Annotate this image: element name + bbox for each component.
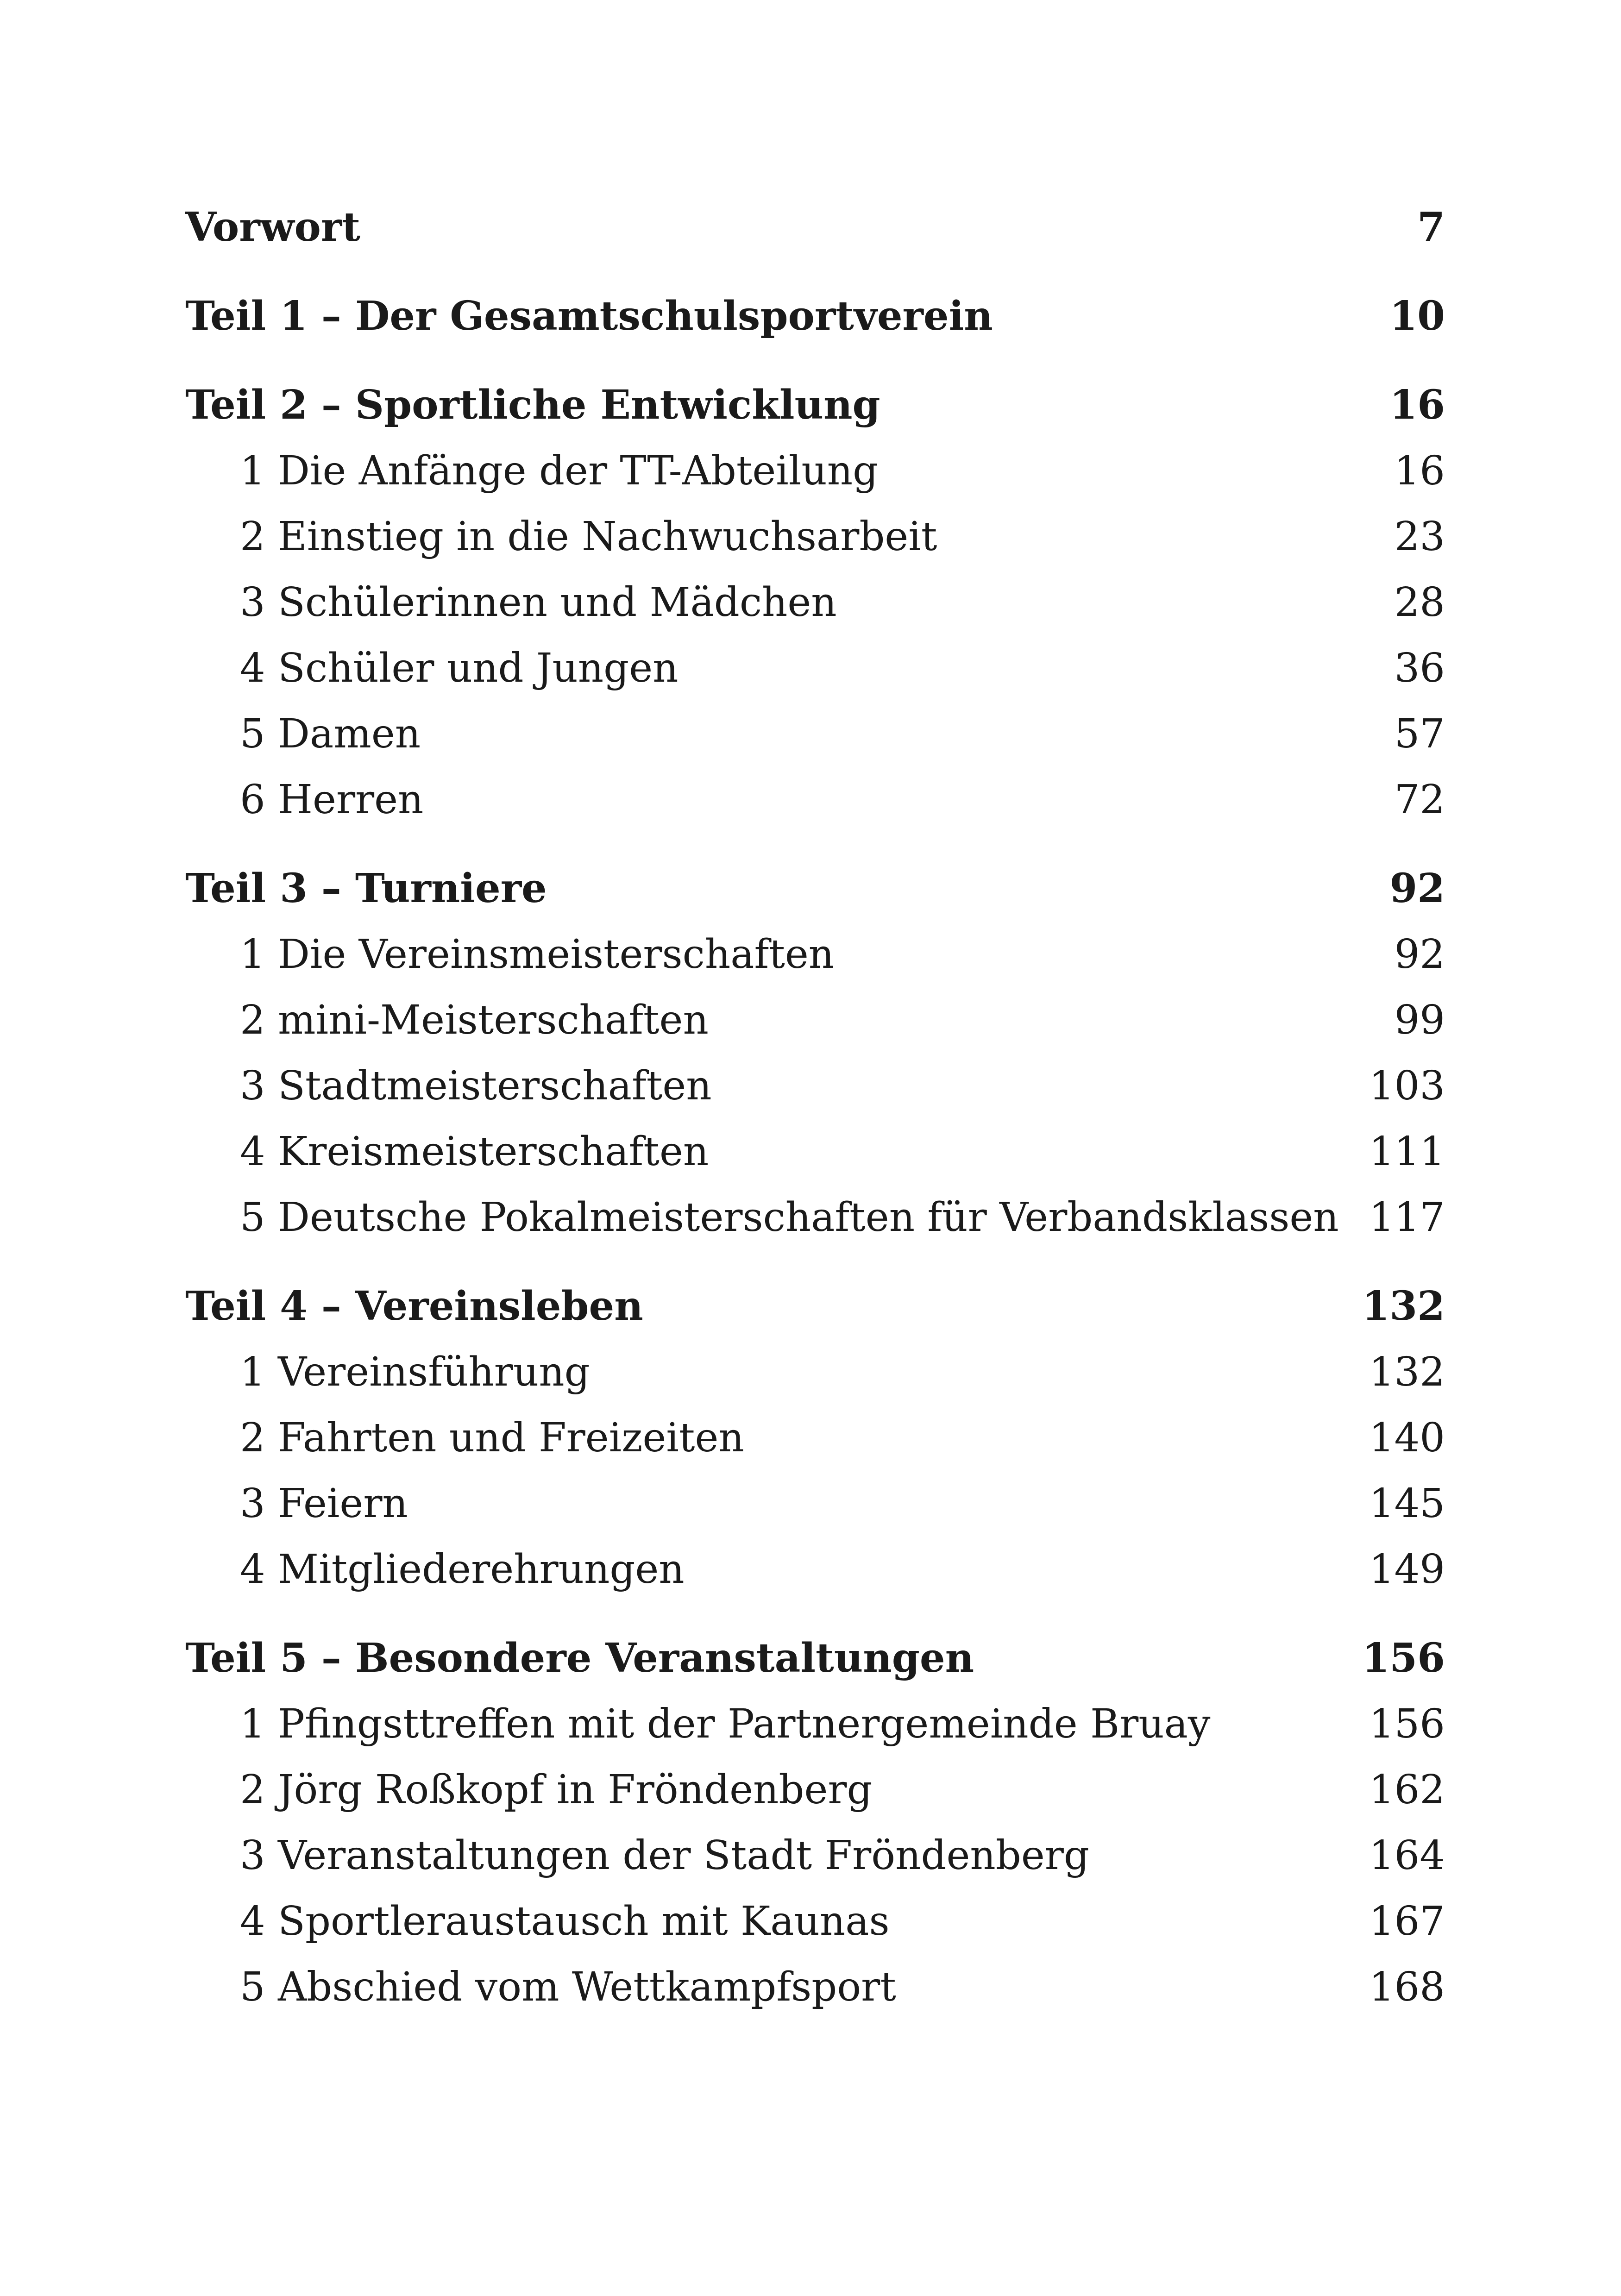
toc-chapter-entry[interactable] — [185, 1053, 1445, 1119]
toc-page-number: 7 — [1417, 204, 1445, 251]
toc-chapter-entry[interactable] — [185, 1405, 1445, 1471]
table-of-contents — [185, 194, 1445, 2043]
toc-page-number: 156 — [1362, 1635, 1445, 1681]
toc-chapter-title: 3 Stadtmeisterschaften — [240, 1063, 712, 1109]
toc-page-number: 23 — [1394, 514, 1445, 560]
toc-chapter-title: 4 Sportleraustausch mit Kaunas — [240, 1898, 890, 1945]
toc-chapter-entry[interactable] — [185, 1757, 1445, 1823]
toc-chapter-entry[interactable] — [185, 1537, 1445, 1602]
toc-chapter-entry[interactable] — [185, 1185, 1445, 1250]
toc-chapter-entry[interactable] — [185, 987, 1445, 1053]
toc-chapter-title: 4 Kreismeisterschaften — [240, 1129, 709, 1175]
toc-part-title: Teil 5 – Besondere Veranstaltungen — [185, 1635, 974, 1681]
toc-chapter-title: 2 Einstieg in die Nachwuchsarbeit — [240, 514, 937, 560]
toc-chapter-entry[interactable] — [185, 767, 1445, 833]
toc-page-number: 145 — [1369, 1480, 1445, 1527]
toc-chapter-entry[interactable] — [185, 635, 1445, 701]
toc-chapter-title: 3 Schülerinnen und Mädchen — [240, 579, 837, 626]
toc-chapter-entry[interactable] — [185, 504, 1445, 570]
toc-chapter-title: 3 Feiern — [240, 1480, 408, 1527]
toc-page-number: 16 — [1389, 382, 1445, 428]
toc-page-number: 140 — [1369, 1415, 1445, 1461]
toc-chapter-title: 1 Pfingsttreffen mit der Partnergemeinde Bruay — [240, 1701, 1211, 1747]
toc-page-number: 36 — [1394, 645, 1445, 691]
toc-page-number: 167 — [1369, 1898, 1445, 1945]
toc-chapter-title: 3 Veranstaltungen der Stadt Fröndenberg — [240, 1832, 1089, 1879]
toc-part-title: Teil 1 – Der Gesamtschulsportverein — [185, 293, 993, 339]
toc-chapter-title: 1 Die Vereinsmeisterschaften — [240, 931, 835, 978]
toc-part-entry[interactable] — [185, 856, 1445, 922]
toc-part-title: Teil 4 – Vereinsleben — [185, 1283, 643, 1330]
toc-section-teil-3 — [185, 856, 1445, 1250]
toc-chapter-title: 2 mini-Meisterschaften — [240, 997, 709, 1043]
toc-page-number: 16 — [1394, 448, 1445, 494]
toc-chapter-entry[interactable] — [185, 701, 1445, 767]
toc-chapter-title: 5 Abschied vom Wettkampfsport — [240, 1964, 896, 2010]
toc-page-number: 111 — [1369, 1129, 1445, 1175]
toc-page-number: 132 — [1369, 1349, 1445, 1395]
toc-part-entry[interactable] — [185, 372, 1445, 438]
toc-part-entry[interactable] — [185, 1273, 1445, 1339]
toc-chapter-entry[interactable] — [185, 1339, 1445, 1405]
toc-chapter-entry[interactable] — [185, 1954, 1445, 2020]
toc-section-vorwort — [185, 194, 1445, 260]
toc-chapter-title: 4 Mitgliederehrungen — [240, 1546, 685, 1593]
toc-page-number: 132 — [1362, 1283, 1445, 1330]
toc-chapter-entry[interactable] — [185, 922, 1445, 987]
toc-part-title: Teil 3 – Turniere — [185, 865, 547, 912]
toc-chapter-title: 1 Vereinsführung — [240, 1349, 590, 1395]
toc-chapter-entry[interactable] — [185, 1823, 1445, 1888]
toc-page-number: 72 — [1394, 777, 1445, 823]
toc-page-number: 57 — [1394, 711, 1445, 757]
toc-chapter-title: 5 Damen — [240, 711, 421, 757]
toc-chapter-entry[interactable] — [185, 1119, 1445, 1185]
toc-page-number: 168 — [1369, 1964, 1445, 2010]
toc-page-number: 99 — [1394, 997, 1445, 1043]
toc-page-number: 92 — [1394, 931, 1445, 978]
toc-page-number: 117 — [1369, 1194, 1445, 1241]
toc-chapter-entry[interactable] — [185, 438, 1445, 504]
toc-page-number: 164 — [1369, 1832, 1445, 1879]
toc-page-number: 156 — [1369, 1701, 1445, 1747]
toc-part-entry[interactable] — [185, 283, 1445, 349]
toc-part-entry[interactable] — [185, 1625, 1445, 1691]
toc-chapter-entry[interactable] — [185, 1888, 1445, 1954]
toc-part-title: Teil 2 – Sportliche Entwicklung — [185, 382, 880, 428]
toc-page-number: 92 — [1389, 865, 1445, 912]
toc-section-teil-1 — [185, 283, 1445, 349]
toc-chapter-entry[interactable] — [185, 570, 1445, 635]
toc-part-title: Vorwort — [185, 204, 360, 251]
toc-page-number: 162 — [1369, 1767, 1445, 1813]
toc-part-entry[interactable] — [185, 194, 1445, 260]
toc-chapter-title: 4 Schüler und Jungen — [240, 645, 679, 691]
toc-section-teil-2 — [185, 372, 1445, 833]
toc-chapter-entry[interactable] — [185, 1691, 1445, 1757]
toc-section-teil-4 — [185, 1273, 1445, 1602]
toc-chapter-entry[interactable] — [185, 1471, 1445, 1537]
toc-chapter-title: 2 Fahrten und Freizeiten — [240, 1415, 744, 1461]
toc-page-number: 28 — [1394, 579, 1445, 626]
toc-chapter-title: 1 Die Anfänge der TT-Abteilung — [240, 448, 879, 494]
toc-page-number: 10 — [1389, 293, 1445, 339]
toc-section-teil-5 — [185, 1625, 1445, 2020]
toc-chapter-title: 5 Deutsche Pokalmeisterschaften für Verbandsklassen — [240, 1194, 1339, 1241]
toc-chapter-title: 2 Jörg Roßkopf in Fröndenberg — [240, 1767, 873, 1813]
toc-page-number: 149 — [1369, 1546, 1445, 1593]
toc-page-number: 103 — [1369, 1063, 1445, 1109]
toc-chapter-title: 6 Herren — [240, 777, 424, 823]
